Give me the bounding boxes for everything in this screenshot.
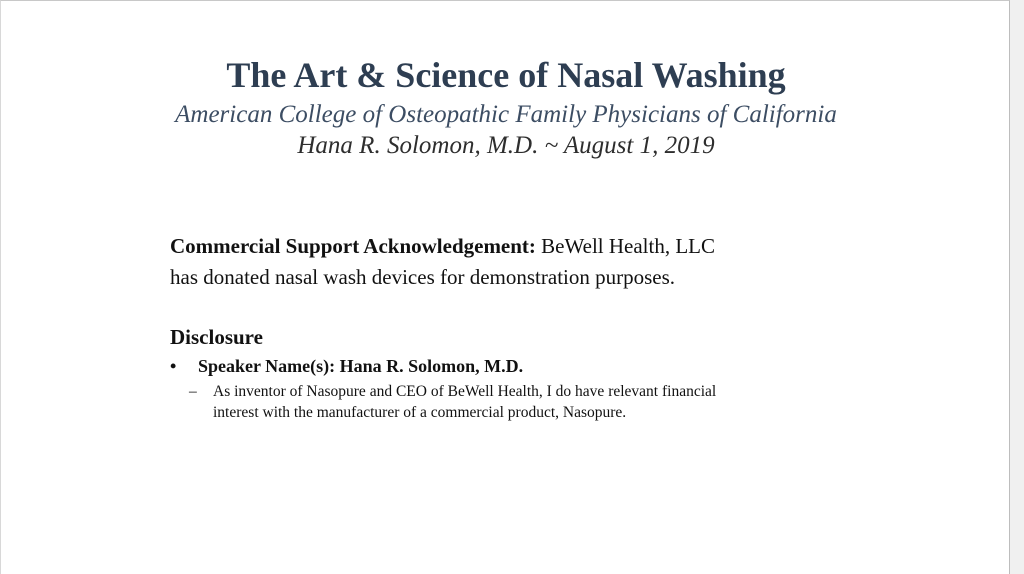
acknowledgement-line-1 (170, 231, 715, 262)
disclosure-detail-line-2: interest with the manufacturer of a commercial product, Nasopure. (213, 404, 627, 421)
slide-title: The Art & Science of Nasal Washing (226, 55, 786, 95)
slide-byline: Hana R. Solomon, M.D. ~ August 1, 2019 (297, 132, 715, 159)
disclosure-detail-line-1: As inventor of Nasopure and CEO of BeWell Health, I do have relevant financial (213, 383, 717, 400)
acknowledgement-label: Commercial Support Acknowledgement: (170, 234, 536, 258)
bullet-marker: • (170, 356, 177, 376)
commercial-support-acknowledgement (170, 231, 715, 293)
dash-marker: – (189, 383, 197, 400)
speaker-name: Speaker Name(s): Hana R. Solomon, M.D. (198, 356, 524, 376)
disclosure-detail-text (213, 381, 853, 423)
speaker-bullet (170, 353, 523, 379)
acknowledgement-company: BeWell Health, LLC (535, 234, 716, 258)
slide-subtitle: American College of Osteopathic Family Physicians of California (175, 101, 837, 128)
disclosure-heading: Disclosure (170, 325, 263, 349)
acknowledgement-line-2: has donated nasal wash devices for demonstration purposes. (170, 265, 676, 289)
